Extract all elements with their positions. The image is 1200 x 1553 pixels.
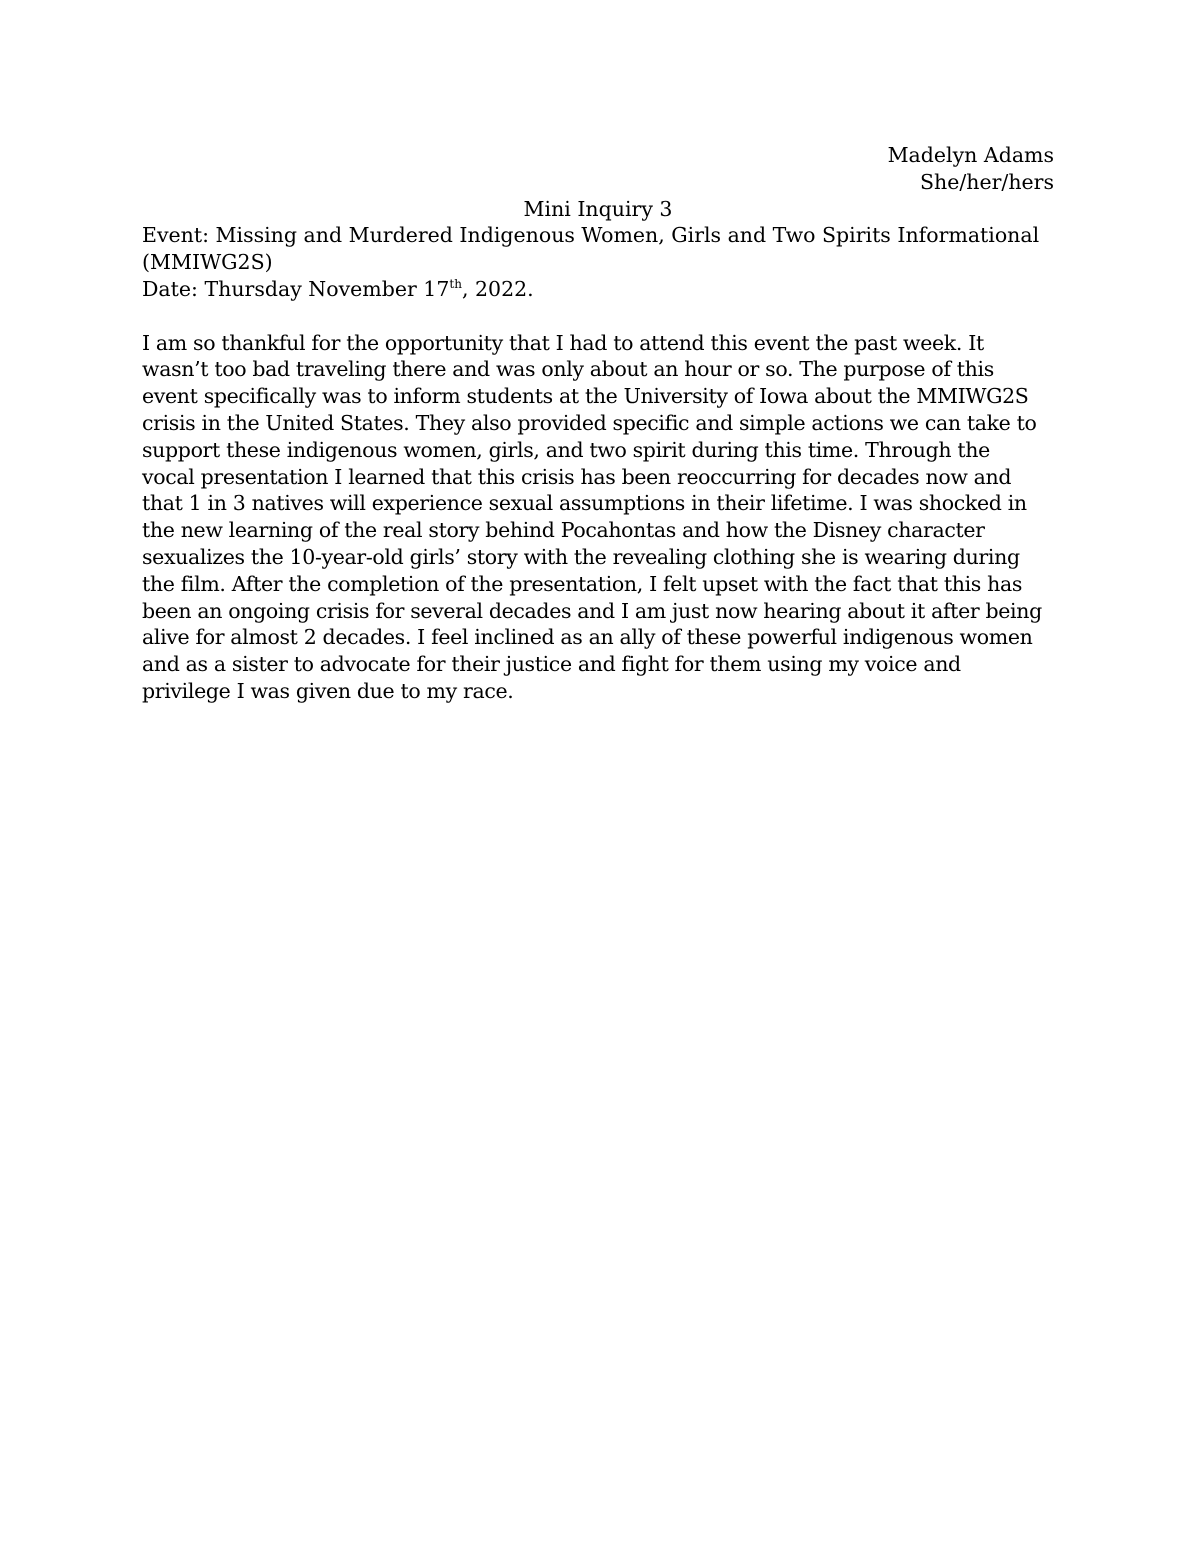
body-line: vocal presentation I learned that this crisis has been reoccurring for decades now and <box>142 464 1012 489</box>
event-line-2: (MMIWG2S) <box>142 250 273 275</box>
event-line-1: Event: Missing and Murdered Indigenous Women, Girls and Two Spirits Informational <box>142 223 1040 248</box>
body-line: been an ongoing crisis for several decades and I am just now hearing about it after being <box>142 598 1042 623</box>
date-info <box>142 276 1054 303</box>
body-line: I am so thankful for the opportunity that I had to attend this event the past week. It <box>142 330 984 355</box>
body-line: event specifically was to inform students at the University of Iowa about the MMIWG2S <box>142 384 1029 409</box>
document-content <box>142 142 1054 705</box>
body-line: the film. After the completion of the presentation, I felt upset with the fact that this has <box>142 571 1023 596</box>
date-suffix: , 2022. <box>461 276 534 301</box>
body-line: wasn’t too bad traveling there and was only about an hour or so. The purpose of this <box>142 357 994 382</box>
body-line: sexualizes the 10-year-old girls’ story with the revealing clothing she is wearing during <box>142 544 1020 569</box>
body-line: the new learning of the real story behind Pocahontas and how the Disney character <box>142 518 985 543</box>
author-name: Madelyn Adams <box>887 143 1054 167</box>
body-line: that 1 in 3 natives will experience sexual assumptions in their lifetime. I was shocked in <box>142 491 1027 516</box>
body-line: privilege I was given due to my race. <box>142 678 514 703</box>
paragraph-spacer <box>142 303 1054 330</box>
document-title: Mini Inquiry 3 <box>523 196 673 221</box>
author-pronouns: She/her/hers <box>920 169 1054 194</box>
document-title-block <box>142 196 1054 223</box>
date-superscript: th <box>449 276 462 291</box>
body-line: support these indigenous women, girls, and two spirit during this time. Through the <box>142 437 990 462</box>
event-info <box>142 222 1054 276</box>
date-line <box>142 276 1054 303</box>
date-prefix: Date: Thursday November 17 <box>142 276 450 301</box>
body-line: crisis in the United States. They also provided specific and simple actions we can take to <box>142 410 1037 435</box>
body-line: and as a sister to advocate for their justice and fight for them using my voice and <box>142 652 961 677</box>
body-paragraph <box>142 330 1054 705</box>
author-header <box>142 142 1054 196</box>
body-line: alive for almost 2 decades. I feel inclined as an ally of these powerful indigenous women <box>142 625 1033 650</box>
